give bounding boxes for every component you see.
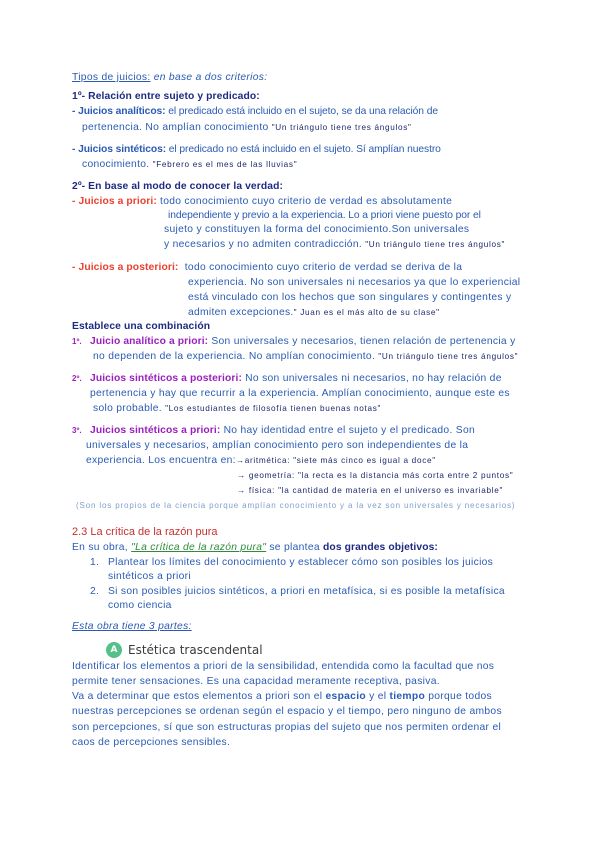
tiempo-term: tiempo bbox=[389, 691, 426, 702]
criterio1-heading: 1º- Relación entre sujeto y predicado: bbox=[72, 91, 260, 102]
ciencia-fisica-line bbox=[237, 484, 503, 498]
section-heading: 2.3 La crítica de la razón pura bbox=[72, 526, 218, 538]
objetivo-1-line-2: sintéticos a priori bbox=[108, 571, 191, 582]
ciencia-fisica-label: → física: bbox=[237, 486, 279, 495]
ciencia-aritmetica-example: "siete más cinco es igual a doce" bbox=[293, 456, 436, 465]
a-priori-term: - Juicios a priori: bbox=[72, 196, 157, 207]
obra-intro-b: se plantea bbox=[266, 542, 324, 553]
estetica-line-4: nuestras percepciones se ordenan según el espacio y el tiempo, pero ninguno de ambos bbox=[72, 706, 502, 717]
a-posteriori-term: - Juicios a posteriori: bbox=[72, 262, 179, 273]
sinteticos-term: - Juicios sintéticos: bbox=[72, 144, 167, 155]
a-posteriori-line-2: experiencia. No son universales ni necesarios ya que lo experiencial bbox=[188, 277, 521, 288]
item-term: Juicio analítico a priori: bbox=[90, 336, 209, 347]
list-text: Si son posibles juicios sintéticos, a priori en metafísica, si es posible la metafísica bbox=[108, 586, 505, 597]
combinacion-heading: Establece una combinación bbox=[72, 321, 211, 332]
estetica-text: porque todos bbox=[425, 691, 492, 702]
item-number: 1º. bbox=[72, 337, 82, 346]
list-number: 1. bbox=[90, 557, 100, 568]
obra-work-title: "La crítica de la razón pura" bbox=[131, 542, 267, 553]
ciencia-fisica-example: "la cantidad de materia en el universo es invariable" bbox=[278, 486, 504, 495]
item-term: Juicios sintéticos a posteriori: bbox=[90, 373, 242, 384]
ciencia-aritmetica-label: →aritmética: bbox=[235, 456, 294, 465]
estetica-line-2: permite tener sensaciones. Es una capacidad meramente receptiva, pasiva. bbox=[72, 676, 440, 687]
estetica-line-3 bbox=[72, 690, 492, 704]
espacio-term: espacio bbox=[325, 691, 366, 702]
sinteticos-example: "Febrero es el mes de las lluvias" bbox=[152, 160, 298, 169]
a-posteriori-text: admiten excepciones. bbox=[188, 307, 294, 318]
item-example: "Los estudiantes de filosofía tienen buenas notas" bbox=[165, 404, 382, 413]
combinacion-item-2-line-2: pertenencia y hay que recurrir a la experiencia. Amplían conocimiento, aunque este es bbox=[90, 388, 510, 399]
list-text: Plantear los límites del conocimiento y establecer cómo son posibles los juicios bbox=[108, 557, 494, 568]
intro-title: Tipos de juicios: bbox=[72, 72, 151, 83]
item-number: 2º. bbox=[72, 374, 82, 383]
combinacion-item-2-line-3 bbox=[93, 402, 381, 416]
sinteticos-text: conocimiento. bbox=[82, 159, 153, 170]
estetica-title: Estética trascendental bbox=[128, 643, 263, 657]
combinacion-item-3-line-1 bbox=[72, 424, 475, 438]
item-text: Son universales y necesarios, tienen relación de pertenencia y bbox=[208, 336, 516, 347]
analiticos-term: - Juicios analíticos: bbox=[72, 106, 166, 117]
a-priori-line-4 bbox=[164, 238, 505, 252]
ciencia-geometria-label: → geometría: bbox=[237, 471, 298, 480]
item-number: 3º. bbox=[72, 426, 82, 435]
item-text: solo probable. bbox=[93, 403, 166, 414]
combinacion-item-1-line-1 bbox=[72, 335, 516, 349]
combinacion-item-3-line-3 bbox=[86, 454, 436, 468]
a-priori-example: "Un triángulo tiene tres ángulos" bbox=[365, 240, 506, 249]
a-priori-line-3: sujeto y constituyen la forma del conocimiento.Son universales bbox=[164, 224, 470, 235]
estetica-text: y el bbox=[365, 691, 390, 702]
ciencia-note bbox=[76, 499, 515, 513]
a-priori-line-1 bbox=[72, 195, 452, 209]
obra-intro-a: En su obra, bbox=[72, 542, 132, 553]
ciencia-note-text: (Son los propios de la ciencia porque amplían conocimiento y a la vez son universales y necesarios) bbox=[76, 501, 516, 510]
objetivo-2-line-2: como ciencia bbox=[108, 600, 172, 611]
item-term: Juicios sintéticos a priori: bbox=[90, 425, 221, 436]
analiticos-text: pertenencia. No amplían conocimiento bbox=[82, 122, 272, 133]
ciencia-geometria-example: "la recta es la distancia más corta entre 2 puntos" bbox=[297, 471, 514, 480]
item-text: no dependen de la experiencia. No amplían conocimiento. bbox=[93, 351, 379, 362]
sinteticos-line-1 bbox=[72, 143, 441, 157]
intro-subtitle: en base a dos criterios: bbox=[150, 72, 268, 83]
analiticos-text: el predicado está incluido en el sujeto, se da una relación de bbox=[165, 106, 438, 117]
analiticos-line-2 bbox=[82, 121, 412, 135]
sinteticos-line-2 bbox=[82, 158, 297, 172]
obra-intro-line bbox=[72, 541, 438, 555]
part-a-badge: A bbox=[106, 642, 122, 658]
combinacion-item-1-line-2 bbox=[93, 350, 518, 364]
obra-intro-bold: dos grandes objetivos: bbox=[323, 542, 438, 553]
combinacion-item-2-line-1 bbox=[72, 372, 502, 386]
estetica-line-6: caos de percepciones sensibles. bbox=[72, 737, 231, 748]
intro-line bbox=[72, 71, 267, 85]
item-text: No son universales ni necesarios, no hay relación de bbox=[241, 373, 502, 384]
a-posteriori-line-3: está vinculado con los hechos que son singulares y contingentes y bbox=[188, 292, 512, 303]
a-priori-text: y necesarios y no admiten contradicción. bbox=[164, 239, 366, 250]
criterio2-heading: 2º- En base al modo de conocer la verdad: bbox=[72, 181, 283, 192]
a-posteriori-text: todo conocimiento cuyo criterio de verdad se deriva de la bbox=[178, 262, 463, 273]
item-text: No hay identidad entre el sujeto y el predicado. Son bbox=[220, 425, 476, 436]
partes-label: Esta obra tiene 3 partes: bbox=[72, 621, 192, 632]
item-text: experiencia. Los encuentra en: bbox=[86, 455, 236, 466]
objetivo-2-line-1 bbox=[90, 585, 505, 599]
estetica-line-1: Identificar los elementos a priori de la sensibilidad, entendida como la facultad que nos bbox=[72, 661, 495, 672]
item-example: "Un triángulo tiene tres ángulos" bbox=[378, 352, 519, 361]
a-priori-text: todo conocimiento cuyo criterio de verdad es absolutamente bbox=[156, 196, 453, 207]
estetica-text: Va a determinar que estos elementos a priori son el bbox=[72, 691, 326, 702]
analiticos-example: "Un triángulo tiene tres ángulos" bbox=[271, 123, 412, 132]
sinteticos-text: el predicado no está incluido en el sujeto. Sí amplían nuestro bbox=[166, 144, 441, 155]
analiticos-line-1 bbox=[72, 105, 438, 119]
a-posteriori-line-4 bbox=[188, 306, 440, 320]
combinacion-item-3-line-2: universales y necesarios, amplían conocimiento pero son independientes de la bbox=[86, 440, 469, 451]
list-number: 2. bbox=[90, 586, 100, 597]
objetivo-1-line-1 bbox=[90, 556, 493, 570]
a-posteriori-line-1 bbox=[72, 261, 462, 275]
a-posteriori-example: " Juan es el más alto de su clase" bbox=[293, 308, 440, 317]
estetica-line-5: son percepciones, sí que son estructuras propias del sujeto que nos permiten ordenar el bbox=[72, 722, 502, 733]
ciencia-geometria-line bbox=[237, 469, 513, 483]
a-priori-line-2: independiente y previo a la experiencia. Lo a priori viene puesto por el bbox=[168, 210, 481, 221]
